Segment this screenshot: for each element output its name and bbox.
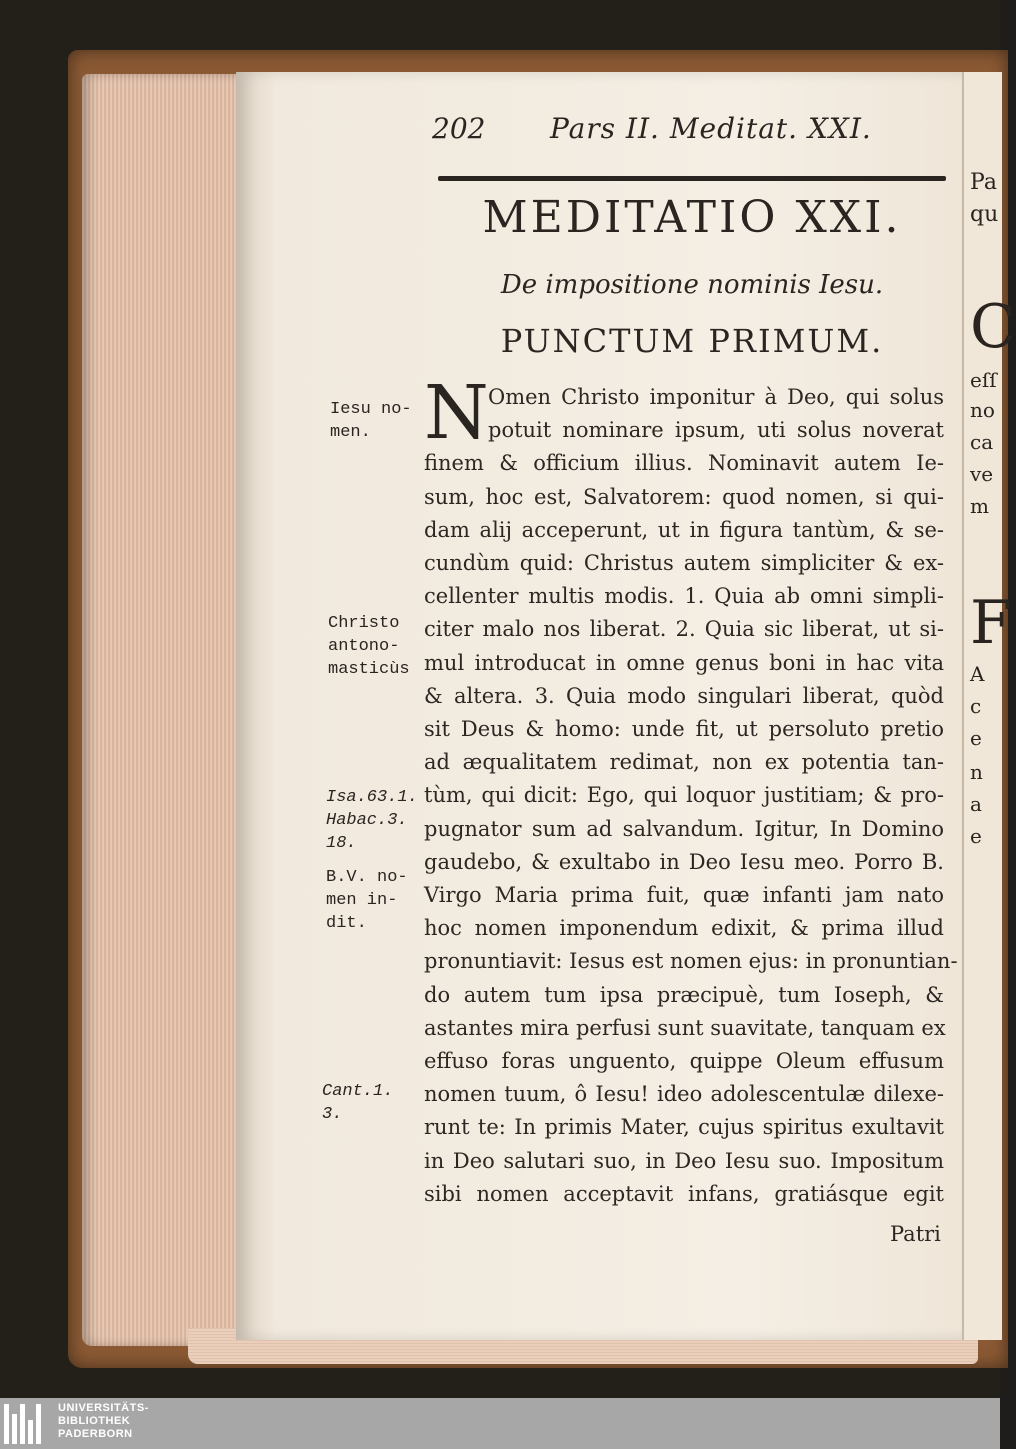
chapter-subtitle: De impositione nominis Iesu. [500, 270, 884, 300]
drop-cap: N [424, 370, 489, 456]
facing-fragment: ve [970, 462, 994, 486]
facing-fragment: A [970, 662, 985, 686]
body-line: sibi nomen acceptavit infans, gratiásque egit [424, 1181, 944, 1206]
facing-fragment: qu [970, 202, 999, 227]
body-line: sit Deus & homo: unde fit, ut persoluto pretio [424, 717, 944, 741]
body-line: hoc nomen imponendum edixit, & prima illud [424, 916, 944, 941]
body-line: astantes mira perfusi sunt suavitate, tanquam ex [424, 1015, 946, 1040]
facing-fragment: m [970, 494, 989, 518]
facing-page-edge [962, 72, 1016, 1340]
body-line: sum, hoc est, Salvatorem: quod nomen, si qui- [424, 484, 944, 509]
margin-note: B.V. no- men in- dit. [326, 868, 408, 933]
facing-fragment: C [970, 292, 1016, 362]
body-line: do autem tum ipsa præcipuè, tum Ioseph, & [424, 982, 944, 1007]
body-line: Omen Christo imponitur à Deo, qui solus [488, 385, 944, 409]
section-heading: PUNCTUM PRIMUM. [500, 322, 884, 360]
margin-note: Christo antono- masticùs [328, 614, 410, 679]
facing-fragment: c [970, 694, 982, 718]
body-line: citer malo nos liberat. 2. Quia sic liberat, ut si- [424, 617, 944, 642]
library-name [58, 1402, 149, 1441]
body-line: & altera. 3. Quia modo singulari liberat, quòd [424, 683, 944, 708]
catchword: Patri [890, 1222, 941, 1246]
body-line: Virgo Maria prima fuit, quæ infanti jam nato [424, 883, 944, 907]
facing-fragment: ca [970, 430, 994, 454]
running-header [432, 112, 892, 152]
page-number: 202 [432, 112, 486, 145]
body-line: tùm, qui dicit: Ego, qui loquor justitiam; & pro- [424, 783, 944, 808]
margin-note: Isa.63.1. Habac.3. 18. [326, 788, 418, 853]
body-line: runt te: In primis Mater, cujus spiritus exultavit [424, 1115, 944, 1140]
body-line: cundùm quid: Christus autem simpliciter & ex- [424, 551, 944, 575]
body-line: potuit nominare ipsum, uti solus noverat [488, 418, 944, 443]
facing-fragment: a [970, 792, 982, 816]
body-line: finem & officium illius. Nominavit autem Ie- [424, 451, 944, 476]
library-name-line: BIBLIOTHEK [58, 1415, 131, 1427]
library-name-line: PADERBORN [58, 1428, 133, 1440]
body-line: nomen tuum, ô Iesu! ideo adolescentulæ dilexe- [424, 1082, 944, 1107]
facing-fragment: e [970, 726, 982, 750]
margin-note: Iesu no- men. [330, 400, 412, 442]
body-line: pronuntiavit: Iesus est nomen ejus: in pronuntian- [424, 949, 958, 974]
body-line: dam alij acceperunt, ut in figura tantùm, & se- [424, 517, 944, 542]
body-line: effuso foras unguento, quippe Oleum effusum [424, 1049, 944, 1073]
body-line: cellenter multis modis. 1. Quia ab omni simpli- [424, 584, 944, 609]
body-line: in Deo salutari suo, in Deo Iesu suo. Impositum [424, 1148, 944, 1173]
page-block-edge [82, 74, 242, 1346]
facing-fragment: F [970, 588, 1012, 658]
header-rule [438, 176, 946, 181]
facing-fragment: Pa [970, 170, 997, 195]
body-line: ad æqualitatem redimat, non ex potentia tan- [424, 750, 944, 775]
facing-fragment: eſſ [970, 368, 997, 392]
facing-fragment: n [970, 760, 983, 784]
body-line: mul introducat in omne genus boni in hac vita [424, 650, 944, 675]
running-head: Pars II. Meditat. XXI. [550, 112, 872, 145]
chapter-title: MEDITATIO XXI. [482, 192, 902, 243]
margin-note: Cant.1. 3. [322, 1082, 394, 1124]
library-name-line: UNIVERSITÄTS- [58, 1402, 149, 1414]
library-footer [0, 1398, 1000, 1449]
facing-fragment: e [970, 824, 982, 848]
facing-fragment: no [970, 398, 995, 422]
body-line: pugnator sum ad salvandum. Igitur, In Domino [424, 816, 944, 841]
library-logo-icon [0, 1404, 50, 1444]
body-line: gaudebo, & exultabo in Deo Iesu meo. Porro B. [424, 849, 944, 874]
